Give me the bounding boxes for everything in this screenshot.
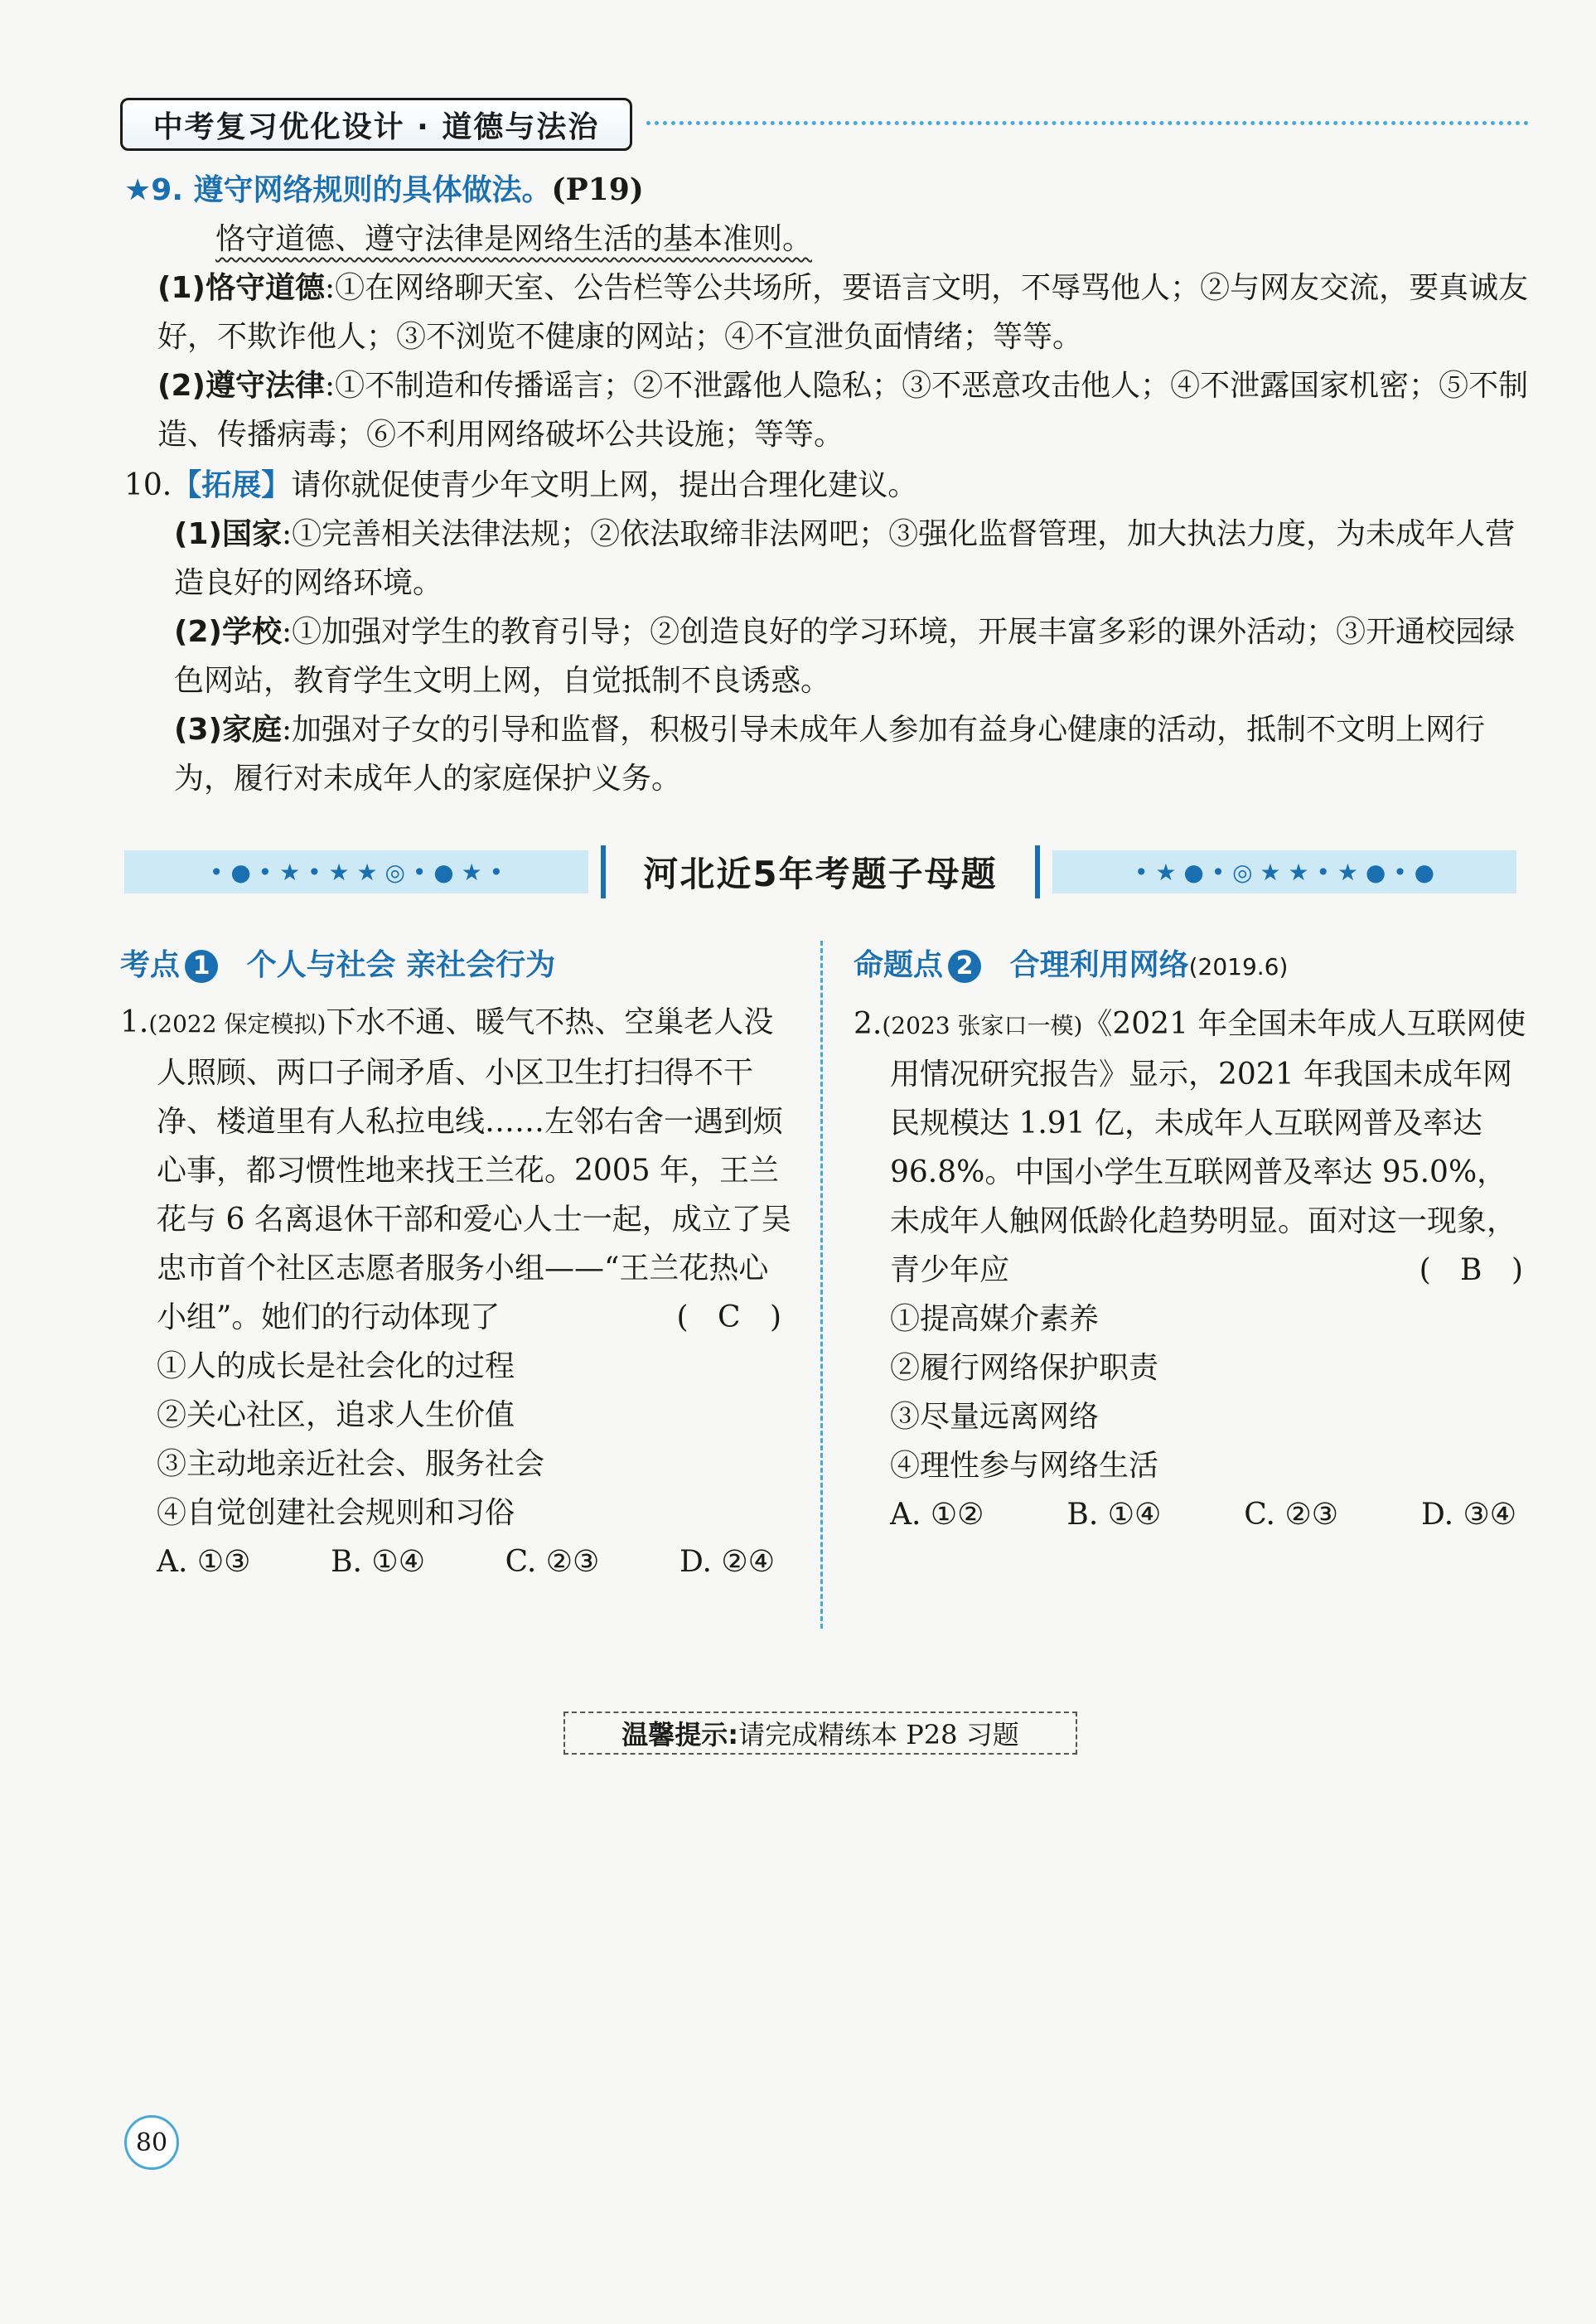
q1-source: (2022 保定模拟) — [148, 1010, 326, 1038]
banner-title: 河北近5年考题子母题 — [601, 845, 1040, 898]
reminder-tip — [563, 1712, 1077, 1755]
star-icon: ★ — [124, 173, 152, 207]
q1-answer: ( C ) — [676, 1300, 791, 1334]
q9-title: 9. 遵守网络规则的具体做法。 — [151, 173, 552, 207]
kp1-title: 个人与社会 亲社会行为 — [246, 948, 556, 982]
q2-option-b: B. ①④ — [1066, 1498, 1162, 1532]
right-column — [854, 945, 1533, 1539]
q1-item-2: ②关心社区，追求人生价值 — [157, 1398, 515, 1432]
kp2-title: 合理利用网络 — [1009, 948, 1189, 982]
kp2-heading — [854, 945, 1533, 988]
kp1-number-badge: 1 — [185, 950, 218, 983]
q10-p3-label: (3)家庭 — [174, 713, 282, 747]
q10-p2-text: :①加强对学生的教育引导；②创造良好的学习环境，开展丰富多彩的课外活动；③开通校园绿色网站，教育学生文明上网，自觉抵制不良诱惑。 — [174, 615, 1516, 698]
q2-text: 《2021 年全国未年成人互联网使用情况研究报告》显示，2021 年我国未成年网民规模达 1.91 亿，未成年人互联网普及率达 96.8%。中国小学生互联网普及率达 95.0%，未成年人触网低龄化趋势明显。面对这一现象，青少年应 — [890, 1007, 1526, 1287]
page-number: 80 — [124, 2115, 179, 2170]
q1-item-1: ①人的成长是社会化的过程 — [157, 1349, 515, 1383]
q10-title-line — [124, 461, 1533, 510]
header-dotted-line — [646, 121, 1529, 125]
q9-point-2 — [124, 361, 1533, 459]
q9-title-line — [124, 166, 1533, 215]
q2-option-a: A. ①② — [890, 1498, 984, 1532]
q10-p3-text: :加强对子女的引导和监督，积极引导未成年人参加有益身心健康的活动，抵制不文明上网行为，履行对未成年人的家庭保护义务。 — [174, 713, 1486, 796]
q2-item-4: ④理性参与网络生活 — [890, 1449, 1159, 1483]
q10-tag: 【拓展】 — [172, 468, 292, 502]
q2-option-c: C. ②③ — [1244, 1498, 1338, 1532]
q10-number: 10. — [124, 468, 172, 502]
q9-point-1 — [124, 264, 1533, 361]
q9-section — [124, 166, 1533, 459]
kp1-label: 考点 — [120, 948, 181, 982]
q1-stem — [120, 998, 791, 1342]
q2-options — [854, 1490, 1533, 1539]
q9-lead: 恪守道德、遵守法律是网络生活的基本准则。 — [215, 222, 813, 256]
kp2-label: 命题点 — [854, 948, 944, 982]
q10-point-2 — [124, 608, 1533, 705]
tip-label: 温馨提示: — [621, 1719, 739, 1750]
q1-option-d: D. ②④ — [679, 1545, 775, 1579]
q10-title: 请你就促使青少年文明上网，提出合理化建议。 — [291, 468, 918, 502]
q2-source: (2023 张家口一模) — [882, 1012, 1083, 1039]
q2-block — [854, 1000, 1533, 1539]
kp2-number-badge: 2 — [948, 950, 981, 983]
column-divider — [820, 941, 823, 1629]
q10-p1-label: (1)国家 — [174, 517, 282, 551]
q1-options — [120, 1537, 791, 1586]
left-column — [120, 945, 791, 1586]
header-title: 中考复习优化设计 · 道德与法治 — [120, 98, 632, 151]
q2-option-d: D. ③④ — [1420, 1498, 1516, 1532]
q1-number: 1. — [120, 1005, 149, 1039]
kp2-year: (2019.6) — [1188, 953, 1289, 980]
q10-point-1 — [124, 510, 1533, 608]
q9-page-ref: (P19) — [551, 172, 644, 207]
q1-option-c: C. ②③ — [505, 1545, 600, 1579]
q2-number: 2. — [854, 1007, 883, 1041]
q10-point-3 — [124, 705, 1533, 803]
q9-p1-text: :①在网络聊天室、公告栏等公共场所，要语言文明，不辱骂他人；②与网友交流，要真诚友好，不欺诈他人；③不浏览不健康的网站；④不宣泄负面情绪；等等。 — [157, 271, 1529, 354]
q9-p2-text: :①不制造和传播谣言；②不泄露他人隐私；③不恶意攻击他人；④不泄露国家机密；⑤不制造、传播病毒；⑥不利用网络破坏公共设施；等等。 — [157, 369, 1529, 452]
q2-item-3: ③尽量远离网络 — [890, 1400, 1100, 1434]
q1-block — [120, 998, 791, 1586]
section-banner — [124, 845, 1516, 898]
tip-text: 请完成精练本 P28 习题 — [738, 1719, 1019, 1750]
q2-stem — [854, 1000, 1533, 1295]
q9-p2-label: (2)遵守法律 — [157, 369, 325, 403]
q1-text: 下水不通、暖气不热、空巢老人没人照顾、两口子闹矛盾、小区卫生打扫得不干净、楼道里有人私拉电线……左邻右舍一遇到烦心事，都习惯性地来找王兰花。2005 年，王兰花与 6 名离退休干部和爱心人士一起，成立了吴忠市首个社区志愿者服务小组——“王兰花热心小组”。她们的行动体现了 — [157, 1005, 791, 1334]
q9-p1-label: (1)恪守道德 — [157, 271, 325, 305]
kp1-heading — [120, 945, 791, 986]
page-header — [120, 98, 1529, 156]
q2-item-2: ②履行网络保护职责 — [890, 1351, 1159, 1385]
q9-lead-line — [124, 215, 1533, 264]
q10-section — [124, 461, 1533, 803]
banner-left-decoration: • ● • ★ • ★ ★ ◎ • ● ★ • — [124, 850, 588, 893]
q1-item-3: ③主动地亲近社会、服务社会 — [157, 1447, 545, 1481]
q10-p1-text: :①完善相关法律法规；②依法取缔非法网吧；③强化监督管理，加大执法力度，为未成年人营造良好的网络环境。 — [174, 517, 1516, 600]
q1-option-a: A. ①③ — [157, 1545, 251, 1579]
q2-item-1: ①提高媒介素养 — [890, 1302, 1100, 1336]
q2-answer: ( B ) — [1419, 1253, 1533, 1287]
banner-right-decoration: • ★ ● • ◎ ★ ★ • ★ ● • ● — [1052, 850, 1516, 893]
q10-p2-label: (2)学校 — [174, 615, 282, 649]
q1-option-b: B. ①④ — [331, 1545, 425, 1579]
q1-item-4: ④自觉创建社会规则和习俗 — [157, 1496, 515, 1530]
